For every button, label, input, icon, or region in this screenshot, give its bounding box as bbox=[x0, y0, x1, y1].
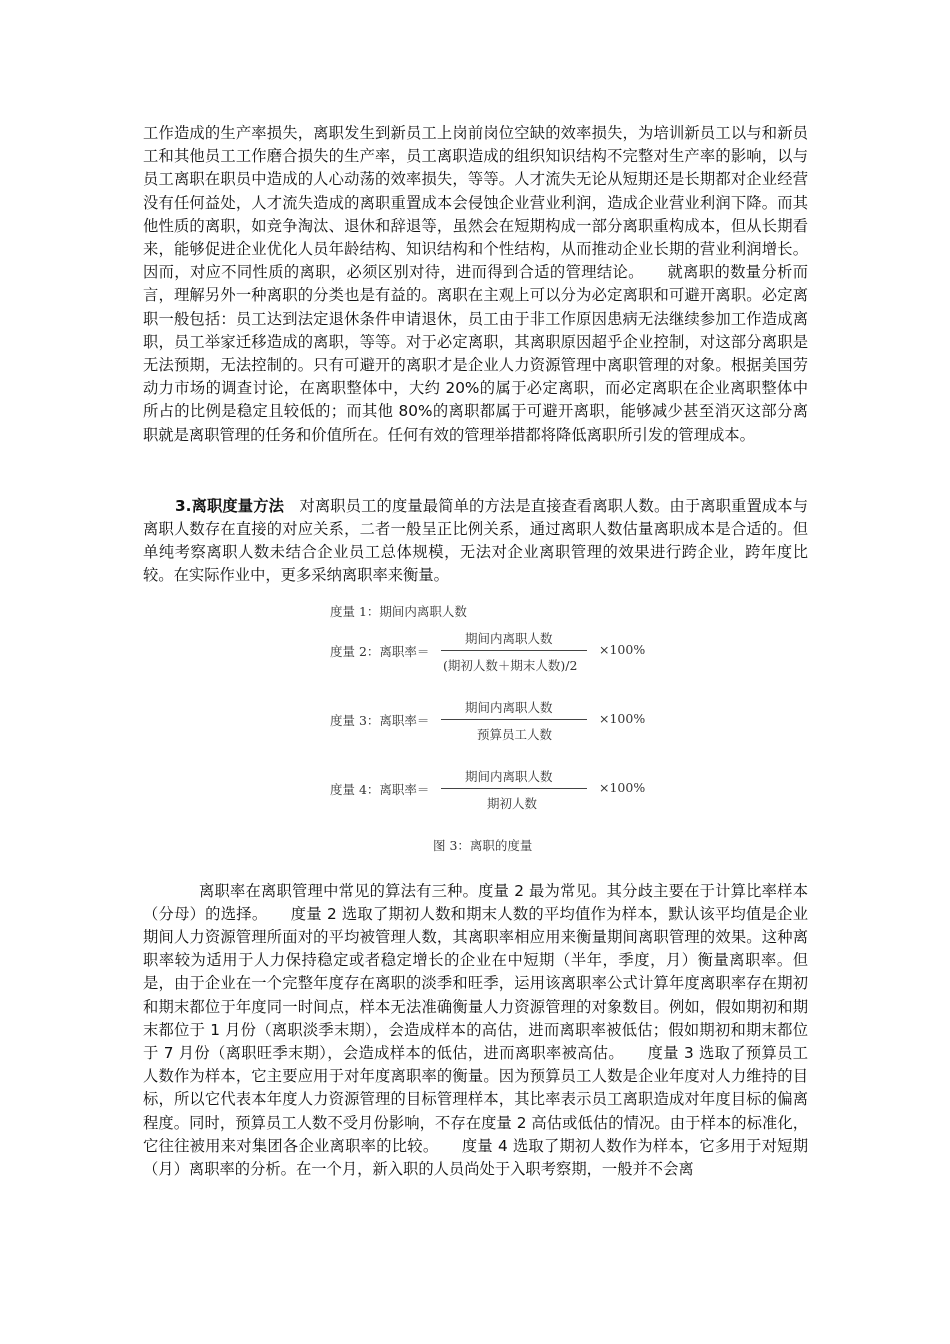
section-3-text: 对离职员工的度量最简单的方法是直接查看离职人数。由于离职重置成本与离职人数存在直接的对应关系，二者一般呈正比例关系，通过离职人数估量离职成本是合适的。但单纯考察离职人数未结合企业员工总体规模，无法对企业离职管理的效果进行跨企业，跨年度比较。在实际作业中，更多采纳离职率来衡量。 bbox=[143, 496, 808, 585]
measure-4-fraction-line bbox=[441, 788, 587, 789]
measure-3-numerator: 期间内离职人数 bbox=[465, 699, 553, 715]
measure-1-label: 度量 1：期间内离职人数 bbox=[330, 603, 467, 619]
measure-3-label: 度量 3：离职率＝ bbox=[330, 712, 430, 728]
figure-caption: 图 3：离职的度量 bbox=[433, 837, 533, 853]
measure-2-multiplier: ×100% bbox=[599, 641, 646, 657]
measure-4-denominator: 期初人数 bbox=[487, 795, 538, 811]
measure-2-denominator: (期初人数＋期末人数)/2 bbox=[443, 657, 578, 673]
document-page bbox=[143, 122, 808, 1181]
body-paragraph-1: 工作造成的生产率损失，离职发生到新员工上岗前岗位空缺的效率损失，为培训新员工以与和新员工和其他员工工作磨合损失的生产率，员工离职造成的组织知识结构不完整对生产率的影响，以与员工离职在职员中造成的人心动荡的效率损失，等等。人才流失无论从短期还是长期都对企业经营没有任何益处，人才流失造成的离职重置成本会侵蚀企业营业利润，造成企业营业利润下降。而其他性质的离职，如竞争淘汰、退休和辞退等，虽然会在短期构成一部分离职重构成本，但从长期看来，能够促进企业优化人员年龄结构、知识结构和个性结构，从而推动企业长期的营业利润增长。因而，对应不同性质的离职，必须区别对待，进而得到合适的管理结论。 就离职的数量分析而言，理解另外一种离职的分类也是有益的。离职在主观上可以分为必定离职和可避开离职。必定离职一般包括：员工达到法定退休条件申请退休，员工由于非工作原因患病无法继续参加工作造成离职，员工举家迁移造成的离职，等等。对于必定离职，其离职原因超乎企业控制，对这部分离职是无法预期，无法控制的。只有可避开的离职才是企业人力资源管理中离职管理的对象。根据美国劳动力市场的调查讨论，在离职整体中，大约 20%的属于必定离职，而必定离职在企业离职整体中所占的比例是稳定且较低的；而其他 80%的离职都属于可避开离职，能够减少甚至消灭这部分离职就是离职管理的任务和价值所在。任何有效的管理举措都将降低离职所引发的管理成本。 bbox=[143, 124, 808, 444]
body-paragraph-3: 离职率在离职管理中常见的算法有三种。度量 2 最为常见。其分歧主要在于计算比率样本（分母）的选择。 度量 2 选取了期初人数和期末人数的平均值作为样本，默认该平均值是企业期间人力资源管理所面对的平均被管理人数，其离职率相应用来衡量期间离职管理的效果。这种离职率较为适用于人力保持稳定或者稳定增长的企业在中短期（半年，季度，月）衡量离职率。但是，由于企业在一个完整年度存在离职的淡季和旺季，运用该离职率公式计算年度离职率存在期初和期末都位于年度同一时间点，样本无法准确衡量人力资源管理的对象数目。例如，假如期初和期末都位于 1 月份（离职淡季末期），会造成样本的高估，进而离职率被低估；假如期初和期末都位于 7 月份（离职旺季末期），会造成样本的低估，进而离职率被高估。 度量 3 选取了预算员工人数作为样本，它主要应用于对年度离职率的衡量。因为预算员工人数是企业年度对人力维持的目标，所以它代表本年度人力资源管理的目标管理样本，其比率表示员工离职造成对年度目标的偏离程度。同时，预算员工人数不受月份影响，不存在度量 2 高估或低估的情况。由于样本的标准化，它往往被用来对集团各企业离职率的比较。 度量 4 选取了期初人数作为样本，它多用于对短期（月）离职率的分析。在一个月，新入职的人员尚处于入职考察期，一般并不会离 bbox=[143, 881, 808, 1179]
measure-4-multiplier: ×100% bbox=[599, 779, 646, 795]
measure-2-fraction-line bbox=[441, 650, 587, 651]
measure-2-numerator: 期间内离职人数 bbox=[465, 630, 553, 646]
measure-3-fraction-line bbox=[441, 719, 587, 720]
measure-2-label: 度量 2：离职率＝ bbox=[330, 643, 430, 659]
turnover-measures-figure bbox=[143, 596, 808, 866]
measure-4-label: 度量 4：离职率＝ bbox=[330, 781, 430, 797]
section-heading: 3.离职度量方法 bbox=[175, 496, 285, 515]
measure-3-multiplier: ×100% bbox=[599, 710, 646, 726]
measure-4-numerator: 期间内离职人数 bbox=[465, 768, 553, 784]
measure-3-denominator: 预算员工人数 bbox=[477, 726, 553, 742]
section-3-paragraph bbox=[143, 495, 808, 588]
